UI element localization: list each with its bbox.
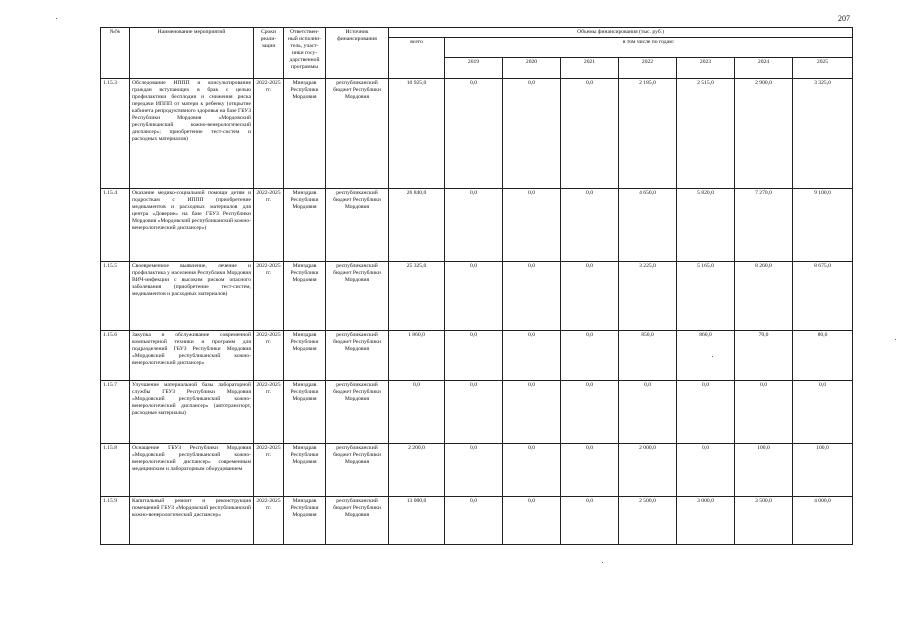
row-year-value: 0,0: [561, 496, 619, 544]
row-year-value: 0,0: [561, 261, 619, 330]
row-total: 25 325,0: [389, 261, 445, 330]
row-year-value: 0,0: [561, 188, 619, 261]
header-source: Источник финансирования: [326, 28, 389, 79]
row-term: 2022-2025 гг.: [254, 261, 284, 330]
row-year-value: 9 100,0: [793, 188, 853, 261]
row-source: республиканский бюджет Республики Мордовия: [326, 443, 389, 496]
row-term: 2022-2025 гг.: [254, 496, 284, 544]
row-year-value: 2 500,0: [619, 496, 677, 544]
row-executor: Минздрав Республики Мордовия: [284, 261, 326, 330]
header-executor: Ответствен-ный исполни-тель, участ-ники госу-дарственной программы: [284, 28, 326, 79]
table-row: [101, 261, 853, 330]
row-name: Закупка и обслуживание современной компьютерной техники и программ для подразделений ГБУЗ Республики Мордовия «Мордовский республиканский кожно-венерологический диспансер»: [130, 330, 254, 380]
row-source: республиканский бюджет Республики Мордовия: [326, 330, 389, 380]
row-year-value: 2 000,0: [619, 443, 677, 496]
header-year: 2019: [445, 57, 503, 78]
row-source: республиканский бюджет Республики Мордовия: [326, 380, 389, 443]
row-year-value: 3 225,0: [619, 261, 677, 330]
table-row: [101, 188, 853, 261]
row-executor: Минздрав Республики Мордовия: [284, 380, 326, 443]
row-year-value: 0,0: [445, 261, 503, 330]
row-year-value: 5 820,0: [677, 188, 735, 261]
row-year-value: 2 900,0: [735, 78, 793, 188]
row-num: 1.15.3: [101, 78, 130, 188]
row-year-value: 0,0: [735, 380, 793, 443]
row-year-value: 850,0: [619, 330, 677, 380]
row-year-value: 7 270,0: [735, 188, 793, 261]
header-num: №№: [101, 28, 130, 79]
row-num: 1.15.8: [101, 443, 130, 496]
row-year-value: 0,0: [503, 78, 561, 188]
row-year-value: 0,0: [503, 330, 561, 380]
row-year-value: 2 515,0: [677, 78, 735, 188]
row-term: 2022-2025 гг.: [254, 78, 284, 188]
row-executor: Минздрав Республики Мордовия: [284, 443, 326, 496]
row-year-value: 4 000,0: [793, 496, 853, 544]
row-num: 1.15.5: [101, 261, 130, 330]
row-source: республиканский бюджет Республики Мордовия: [326, 188, 389, 261]
header-year: 2020: [503, 57, 561, 78]
row-term: 2022-2025 гг.: [254, 443, 284, 496]
row-year-value: 0,0: [445, 188, 503, 261]
row-year-value: 4 650,0: [619, 188, 677, 261]
scan-speck: [602, 562, 603, 563]
row-name: Улучшение материальной базы лабораторной службы ГБУЗ Республики Мордовия «Мордовский республиканский кожно-венерологический диспансер» (автотранспорт, расходные материалы): [130, 380, 254, 443]
row-executor: Минздрав Республики Мордовия: [284, 78, 326, 188]
row-year-value: 0,0: [561, 443, 619, 496]
row-year-value: 0,0: [619, 380, 677, 443]
row-name: Капитальный ремонт и реконструкция помещений ГБУЗ «Мордовский республиканский кожно-венерологический диспансер»: [130, 496, 254, 544]
scan-speck: [712, 356, 713, 357]
row-year-value: 0,0: [445, 330, 503, 380]
row-total: 1 860,0: [389, 330, 445, 380]
row-name: Оснащение ГБУЗ Республики Мордовия «Мордовский республиканский кожно-венерологический диспансер» современным медицинским и лабораторным оборудованием: [130, 443, 254, 496]
row-year-value: 100,0: [735, 443, 793, 496]
table-row: [101, 330, 853, 380]
row-num: 1.15.9: [101, 496, 130, 544]
row-source: республиканский бюджет Республики Мордовия: [326, 496, 389, 544]
row-year-value: 0,0: [677, 443, 735, 496]
table-row: [101, 496, 853, 544]
row-year-value: 860,0: [677, 330, 735, 380]
row-year-value: 0,0: [503, 380, 561, 443]
row-year-value: 0,0: [503, 443, 561, 496]
header-total: всего: [389, 37, 445, 78]
table-row: [101, 443, 853, 496]
row-year-value: 0,0: [503, 261, 561, 330]
scan-speck: [56, 18, 57, 19]
table-row: [101, 78, 853, 188]
row-total: 2 200,0: [389, 443, 445, 496]
row-term: 2022-2025 гг.: [254, 380, 284, 443]
row-year-value: 0,0: [561, 78, 619, 188]
row-year-value: 80,0: [793, 330, 853, 380]
row-num: 1.15.4: [101, 188, 130, 261]
row-year-value: 3 325,0: [793, 78, 853, 188]
header-year: 2024: [735, 57, 793, 78]
row-executor: Минздрав Республики Мордовия: [284, 330, 326, 380]
table-row: [101, 380, 853, 443]
row-total: 0,0: [389, 380, 445, 443]
row-year-value: 8 675,0: [793, 261, 853, 330]
header-funding: Объемы финансирования (тыс. руб.): [389, 28, 853, 38]
row-year-value: 0,0: [445, 496, 503, 544]
row-source: республиканский бюджет Республики Мордовия: [326, 261, 389, 330]
row-year-value: 2 185,0: [619, 78, 677, 188]
header-year: 2022: [619, 57, 677, 78]
row-year-value: 3 500,0: [735, 496, 793, 544]
row-executor: Минздрав Республики Мордовия: [284, 188, 326, 261]
row-total: 26 840,0: [389, 188, 445, 261]
header-term: Сроки реали-зации: [254, 28, 284, 79]
row-year-value: 0,0: [561, 380, 619, 443]
row-year-value: 0,0: [503, 496, 561, 544]
header-by-year: в том числе по годам:: [445, 37, 853, 57]
page-number: 207: [838, 14, 850, 23]
funding-table: [100, 27, 853, 545]
row-year-value: 8 260,0: [735, 261, 793, 330]
row-year-value: 0,0: [503, 188, 561, 261]
row-name: Оказание медико-социальной помощи детям и подросткам с ИППП (приобретение медикаментов и расходных материалов для центра «Доверие» на базе ГБУЗ Республики Мордовия «Мордовский республиканский кожно-венерологический диспансер»): [130, 188, 254, 261]
header-year: 2021: [561, 57, 619, 78]
row-year-value: 0,0: [445, 443, 503, 496]
row-year-value: 0,0: [677, 380, 735, 443]
row-year-value: 3 000,0: [677, 496, 735, 544]
row-total: 10 925,0: [389, 78, 445, 188]
row-year-value: 0,0: [445, 78, 503, 188]
row-name: Своевременное выявление, лечение и профилактика у населения Республики Мордовия ВИЧ-инфекции с высоким риском опасного заболевания (приобретение тест-систем, медикаментов и расходных материалов): [130, 261, 254, 330]
scan-speck: [895, 339, 896, 340]
header-year: 2025: [793, 57, 853, 78]
row-total: 13 000,0: [389, 496, 445, 544]
row-executor: Минздрав Республики Мордовия: [284, 496, 326, 544]
row-num: 1.15.7: [101, 380, 130, 443]
row-year-value: 100,0: [793, 443, 853, 496]
header-year: 2023: [677, 57, 735, 78]
row-year-value: 5 165,0: [677, 261, 735, 330]
row-year-value: 0,0: [793, 380, 853, 443]
row-year-value: 70,0: [735, 330, 793, 380]
row-source: республиканский бюджет Республики Мордовия: [326, 78, 389, 188]
header-name: Наименование мероприятий: [130, 28, 254, 79]
row-term: 2022-2025 гг.: [254, 330, 284, 380]
row-year-value: 0,0: [445, 380, 503, 443]
row-year-value: 0,0: [561, 330, 619, 380]
row-name: Обследование ИППП и консультирование граждан вступающих в брак с целью профилактики бесплодия и снижения риска передачи ИППП от матери к ребенку (открытие кабинета репродуктивного здоровья на базе ГБУЗ Республики Мордовия «Мордовский республиканский кожно-венерологический диспансер»; приобретение тест-систем и расходных материалов): [130, 78, 254, 188]
row-term: 2022-2025 гг.: [254, 188, 284, 261]
row-num: 1.15.6: [101, 330, 130, 380]
